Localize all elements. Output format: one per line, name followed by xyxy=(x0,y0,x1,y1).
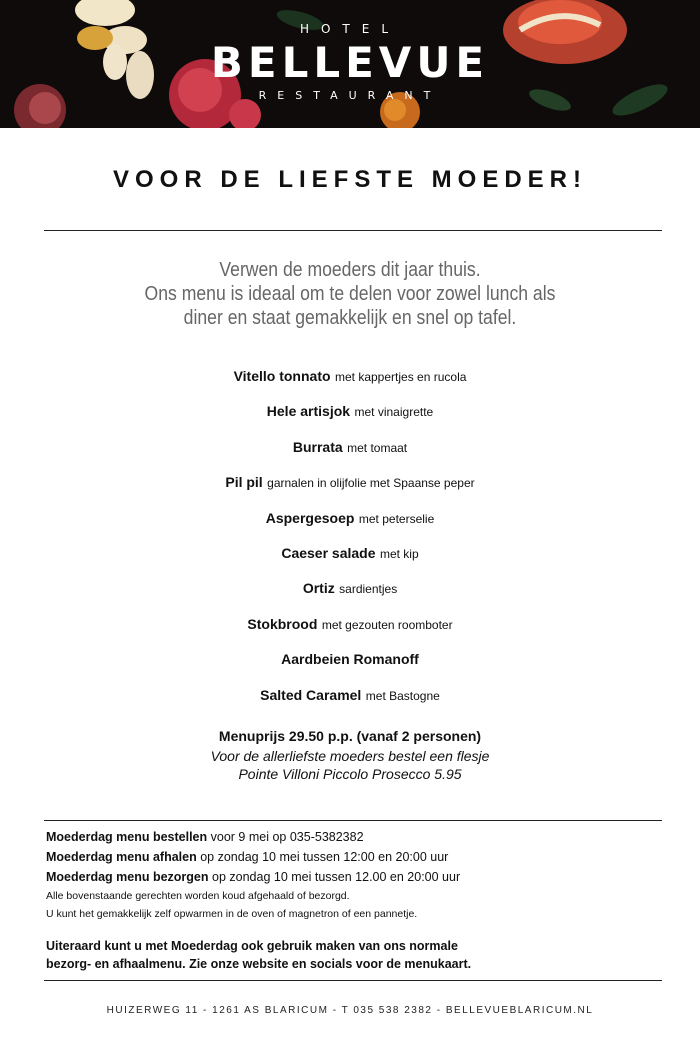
order-info xyxy=(46,827,666,973)
intro-line: Verwen de moeders dit jaar thuis. xyxy=(219,259,481,281)
dish-description: met gezouten roomboter xyxy=(321,617,453,632)
dish-description: met tomaat xyxy=(347,440,408,455)
delivery-line xyxy=(46,867,666,887)
promo-line: Voor de allerliefste moeders bestel een flesje xyxy=(210,748,490,764)
dish-name: Aardbeien Romanoff xyxy=(281,651,419,668)
extra-line: Uiteraard kunt u met Moederdag ook gebruik maken van ons normale xyxy=(46,939,458,953)
dish-name: Aspergesoep xyxy=(265,509,355,526)
order-label: Moederdag menu bestellen xyxy=(46,830,208,844)
intro-line: diner en staat gemakkelijk en snel op tafel. xyxy=(183,307,517,329)
intro-text xyxy=(42,258,658,330)
dish-description: met Bastogne xyxy=(365,688,440,703)
order-line xyxy=(46,827,666,847)
menu-item xyxy=(0,401,700,436)
promo-line: Pointe Villoni Piccolo Prosecco 5.95 xyxy=(238,766,462,782)
dish-name: Ortiz xyxy=(302,580,335,597)
menu-item xyxy=(0,437,700,472)
note-line: U kunt het gemakkelijk zelf opwarmen in de oven of magnetron of een pannetje. xyxy=(46,908,418,920)
divider-middle xyxy=(44,820,662,821)
dish-name: Salted Caramel xyxy=(260,686,362,703)
menu-item xyxy=(0,366,700,401)
note-line: Alle bovenstaande gerechten worden koud afgehaald of bezorgd. xyxy=(46,890,350,902)
menu-item xyxy=(0,614,700,649)
menu-list xyxy=(0,366,700,720)
dish-description: met kip xyxy=(379,546,419,561)
menu-item xyxy=(0,578,700,613)
menu-item xyxy=(0,685,700,720)
delivery-text: op zondag 10 mei tussen 12.00 en 20:00 uur xyxy=(212,870,461,884)
extra-line: bezorg- en afhaalmenu. Zie onze website en socials voor de menukaart. xyxy=(46,957,472,971)
menu-item xyxy=(0,543,700,578)
page-title: VOOR DE LIEFSTE MOEDER! xyxy=(112,166,588,193)
divider-top xyxy=(44,230,662,231)
dish-description: met peterselie xyxy=(358,511,435,526)
dish-name: Pil pil xyxy=(225,474,263,491)
header-banner xyxy=(0,0,700,128)
menu-item xyxy=(0,649,700,684)
dish-name: Hele artisjok xyxy=(266,403,351,420)
order-text: voor 9 mei op 035-5382382 xyxy=(210,830,364,844)
menu-item xyxy=(0,472,700,507)
delivery-label: Moederdag menu bezorgen xyxy=(46,870,209,884)
dish-description: met kappertjes en rucola xyxy=(335,370,467,384)
menu-price: Menuprijs 29.50 p.p. (vanaf 2 personen) xyxy=(218,728,482,744)
prosecco-promo xyxy=(0,747,700,783)
brand-hotel-text: HOTEL xyxy=(299,22,401,36)
dish-description: sardientjes xyxy=(339,582,398,597)
pickup-label: Moederdag menu afhalen xyxy=(46,850,197,864)
brand-logo-name: BELLEVUE xyxy=(210,38,490,87)
brand-restaurant-text: RESTAURANT xyxy=(258,89,442,102)
dish-name: Burrata xyxy=(292,438,343,455)
dish-description: met vinaigrette xyxy=(354,405,434,420)
dish-name: Caeser salade xyxy=(281,544,376,561)
intro-line: Ons menu is ideaal om te delen voor zowel lunch als xyxy=(144,283,556,305)
dish-name: Stokbrood xyxy=(247,615,318,632)
dish-name: Vitello tonnato xyxy=(233,368,331,384)
divider-bottom xyxy=(44,980,662,981)
pickup-line xyxy=(46,847,666,867)
menu-item xyxy=(0,508,700,543)
pickup-text: op zondag 10 mei tussen 12:00 en 20:00 uur xyxy=(200,850,449,864)
dish-description: garnalen in olijfolie met Spaanse peper xyxy=(267,476,475,491)
footer-contact: HUIZERWEG 11 - 1261 AS BLARICUM - T 035 538 2382 - BELLEVUEBLARICUM.NL xyxy=(106,1005,594,1016)
